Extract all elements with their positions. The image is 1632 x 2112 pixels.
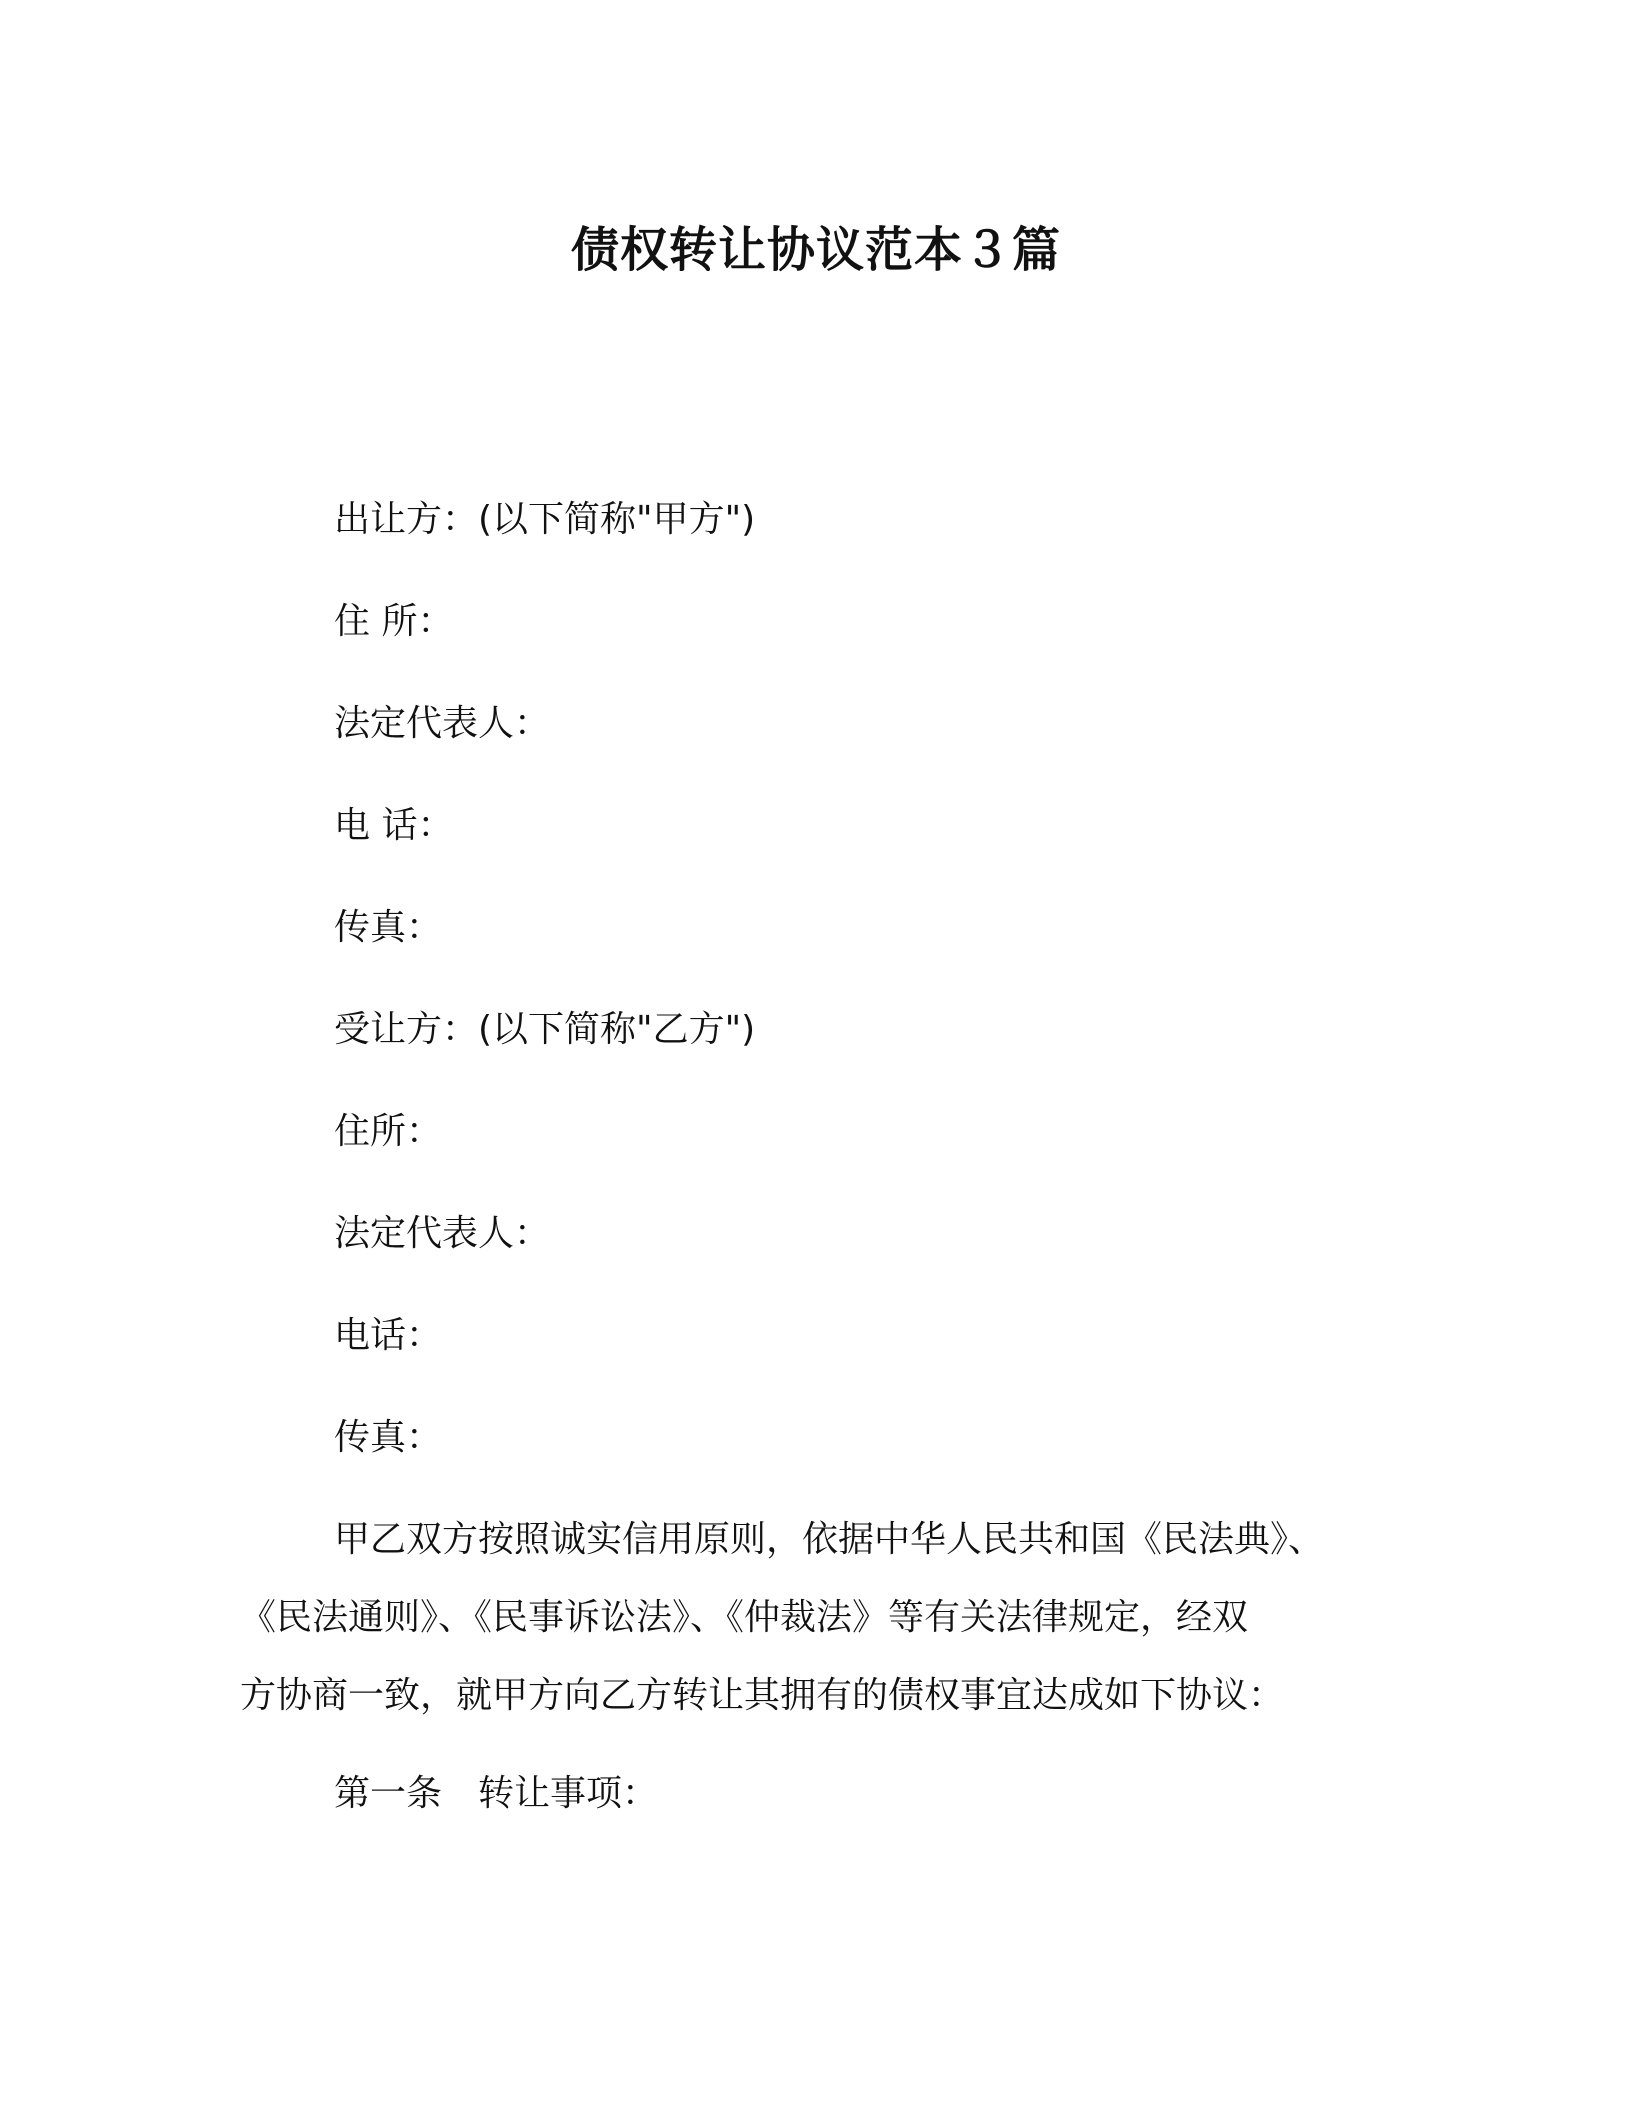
preamble-line: 甲乙双方按照诚实信用原则，依据中华人民共和国《民法典》、 <box>334 1519 1325 1560</box>
transferee-address-label: 住所： <box>334 1111 443 1152</box>
transferee-legal-rep-label: 法定代表人： <box>334 1213 551 1254</box>
transferor-legal-rep-label: 法定代表人： <box>334 703 551 744</box>
transferor-phone-label: 电 话： <box>334 805 454 846</box>
preamble-line: 方协商一致，就甲方向乙方转让其拥有的债权事宜达成如下协议： <box>240 1675 1285 1716</box>
preamble-paragraph <box>240 1516 1400 1750</box>
article-1-heading: 第一条 转让事项： <box>334 1773 659 1814</box>
document-title: 债权转让协议范本３篇 <box>570 222 1061 278</box>
transferor-label: 出让方：(以下简称"甲方") <box>334 499 756 540</box>
transferee-phone-label: 电话： <box>334 1315 443 1356</box>
transferor-fax-label: 传真： <box>334 907 443 948</box>
transferee-label: 受让方：(以下简称"乙方") <box>334 1009 756 1050</box>
transferee-fax-label: 传真： <box>334 1417 443 1458</box>
preamble-line: 《民法通则》、《民事诉讼法》、《仲裁法》等有关法律规定，经双 <box>240 1597 1249 1638</box>
transferor-address-label: 住 所： <box>334 601 454 642</box>
